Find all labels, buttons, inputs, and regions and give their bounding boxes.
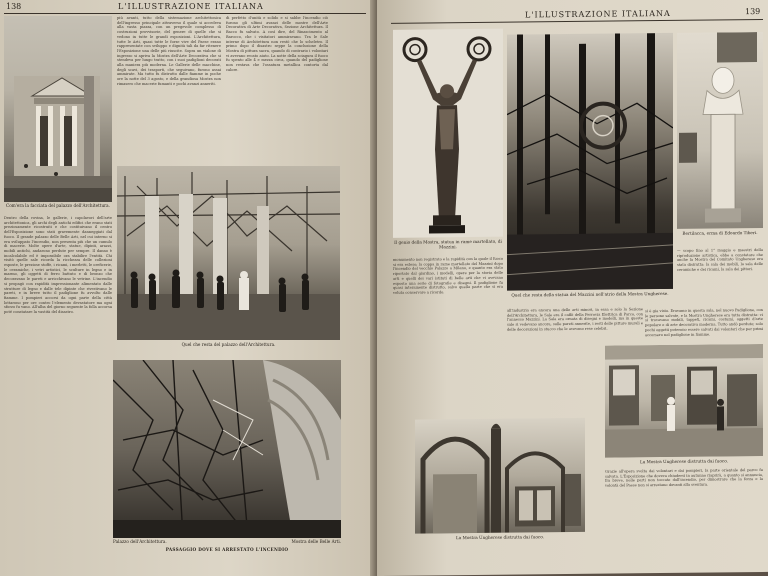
ruins-caption: Quel che resta del palazzo dell'Architettura.: [181, 342, 276, 347]
article-text-top-right: di perfetto d'unità e solido e si sabbe l'incendio ciò furono gli ultimi avanzi delle mostre dell'Arte Decorativa di Arte Decorativa, Sezione Architettura. Il Bacco fu salvato. A così dire, del Rinascimento al Barocco, che i visitatori ammiravano. Tra le Sale interne di Architettura non restò che lo scheletro. Il primo dopo il disastro seppe la conclusione della Mostra di pittura sacra, quando di contrario i volontari vi avevano recato aiuto. La notte della sciagura il fuoco fu spento alle 4 e mezza circa, quando del padiglione non restava che l'ossatura metallica contorta dal calore.: [226, 16, 328, 72]
exhibit-interior-photo: [605, 344, 763, 458]
page-number-left: 138: [6, 2, 22, 11]
burnt-remains-photo: [507, 33, 673, 291]
article-text-top: più avanti, tutto della sistemazione architettonica dell'ingresso principale attraverso il quale si accedeva alla vasta piazza, con un pregevole complesso di costruzioni provvisorie, del genere di quelle che si vedono in tutte le grandi esposizioni. L'Architettura, tutte le Arti, quasi tutte le forze vive del Paese erano rappresentate con sviluppo e dignità tali da far ritenere l'Esposizione una delle più riuscite. Sopra un vialone di ingresso si apriva la Mostra dell'Arte Decorativa che si stendeva per lungo tratto, con i suoi padiglioni decorati alla maniera più moderna. Le Gallerie delle macchine, degli scavi, dei trasporti, che seguivano, furono assai ammirate. Ma tutto fu distrutto dalle fiamme in poche ore la notte del 3 agosto, e della grandiosa Mostra non rimasero che macerie fumanti e pochi avanzi anneriti.: [117, 16, 221, 86]
article-text-col-b: all'industria era ancora una delle arti minori, in essa e solo la Sezione dell'Architettura, le Sale era il caffè della Ferrovia Elettrica di Parco, con l'annesso Mazzini. La Sala era ornata di disegni e modelli, ma in queste sale si vedevano ancora, sulle pareti annerite, i resti delle pitture murali e delle decorazioni in stucco che le avevano rese celebri.: [507, 307, 643, 332]
fire-caption-right: Mostra delle Belle Arti.: [291, 539, 341, 544]
right-page: [377, 0, 768, 576]
architecture-building-photo: [4, 16, 112, 202]
exhibit-interior-caption: La Mostra Ungherese distrutta dai fuoco.: [639, 458, 729, 465]
page-header-left: L'ILLUSTRAZIONE ITALIANA: [118, 2, 264, 11]
fire-caption-main: PASSAGGIO DOVE SI ARRESTATO L'INCENDIO: [165, 547, 289, 552]
building-caption: Com'era la facciata del palazzo dell'Architettura.: [6, 203, 110, 208]
page-number-right: 139: [745, 6, 761, 17]
article-text-col-d: — scopo fino al 1° maggio e maestri della riproduzione artistica, ebbe a constatare che anche la Mostra del Comitato Ungherese era stata distrutta: la sala dei mobili, la sala delle ceramiche e dei ricami, la sala dei pittori.: [677, 247, 763, 272]
fire-caption-left: Palazzo dell'Architettura.: [113, 539, 167, 544]
bust-caption: Bertilacca, erma di Edoardo Tiberi.: [682, 230, 758, 236]
statue-caption: Il genio della Mostra, statua in rame martellato, di Mazzini.: [394, 238, 502, 250]
page-header-right: L'ILLUSTRAZIONE ITALIANA: [525, 8, 671, 20]
statue-photo: [393, 29, 503, 238]
article-text-bottom: Grazie all'opera svolta dai volontari e dai pompieri, la parte orientale del parco fu salvata. L'Esposizione che doveva chiudersi in autunno riaprirà, a quanto si annuncia, fra breve, nelle parti non toccate dall'incendio, per dimostrare che la forza e la volontà del Paese non si arrestano davanti alla sventura.: [605, 467, 763, 488]
fire-aftermath-photo: [113, 360, 341, 538]
ruins-photo: [117, 166, 340, 340]
left-page: [0, 0, 383, 576]
article-text-col-c: si è gia visto. Eravamo in questa sala, nel nuovo Padiglione, con le persone salvate, e la Mostra Ungherese era tutta distrutta: vi si trovavano mobili, tappeti, ricami, costumi, oggetti d'arte popolare e di arte decorativa moderna. Tutto andò perduto; solo pochi oggetti poterono essere salvati dai volontari che per primi accorsero nel padiglione in fiamme.: [645, 307, 763, 337]
burnt-remains-caption: Quel che resta della statua del Mazzini nell'atrio della Mostra Ungherese.: [511, 290, 669, 298]
bust-photo: [677, 32, 763, 229]
hungarian-hall-photo: [415, 418, 585, 534]
header-rule-right: [391, 19, 763, 24]
hungarian-hall-caption: La Mostra Ungherese distrutta dai fuoco.: [455, 534, 545, 541]
article-text-left: Dentro della rovina, le gallerie, i capolavori dell'arte architettonica, gli archi degli antichi edifici che erano stati preziosamente ricostruiti e che costituivano il centro dell'Esposizione sono stati gravemente danneggiati dal fuoco. Il grande palazzo delle Belle Arti, nel cui interno si era sviluppato l'incendio, non presenta più che un cumulo di macerie. Molte opere d'arte, statue, dipinti, arazzi, mobili antichi, andarono perdute per sempre. Il danno è incalcolabile ed è impossibile ora stabilire l'entità. Chi visitò quelle sale ricorda la ricchezza delle collezioni esposte, le preziose stoffe, i ricami, i merletti, le oreficerie, le ceramiche, i vetri artistici, le sculture in legno e in marmo, gli oggetti di ferro battuto e di bronzo che decoravano le pareti e arricchivano le vetrine. L'incendio si propagò con rapidità impressionante alimentato dalle strutture di legno e dalle tele dipinte che rivestivano le pareti, e in breve tutto il padiglione fu avvolto dalle fiamme. I pompieri accorsi da ogni parte della città lottarono per ore contro l'elemento devastatore ma ogni sforzo fu vano. All'alba del giorno seguente la folla accorsa poté constatare la vastità del disastro.: [4, 216, 112, 315]
article-text-col-a: monumento non registrato e la rapidità con la quale il fuoco si era esteso; la coppa in rame martellato del Mazzini dopo l'incendio del vecchio Palazzo a Milano, e quanto era stato riportato dal giardino, i modelli, opere per la storia delle arti e quelli dei vari istituti di belle arti che vi avevano esposto una serie di fotografie e disegni. Il padiglione fu quasi interamente distrutto, salvo quella parte che si era voluta conservare a ricordo.: [393, 256, 503, 295]
header-rule-left: [4, 13, 366, 14]
